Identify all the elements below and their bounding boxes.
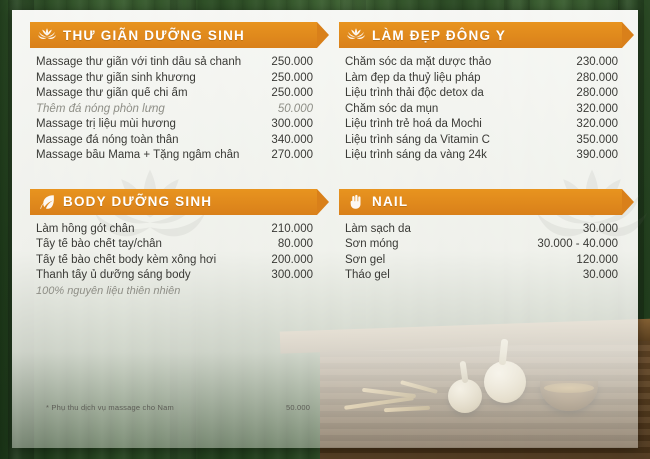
item-name: Làm đẹp da thuỷ liệu pháp [345, 71, 481, 84]
menu-row [36, 149, 313, 161]
section-thu-gian-duong-sinh [30, 22, 317, 167]
section-body-duong-sinh [30, 189, 317, 300]
item-name: Liệu trình thải độc detox da [345, 87, 484, 99]
item-price: 210.000 [271, 222, 313, 235]
section-items [339, 48, 622, 167]
item-price: 280.000 [576, 71, 618, 84]
menu-row-note [36, 103, 313, 115]
item-name: Thêm đá nóng phòn lưng [36, 102, 165, 115]
menu-row [36, 87, 313, 99]
item-price: 350.000 [576, 133, 618, 146]
item-price: 120.000 [576, 253, 618, 266]
section-tagline: 100% nguyên liệu thiên nhiên [36, 285, 181, 297]
item-name: Làm sạch da [345, 222, 411, 235]
item-price: 30.000 [582, 269, 618, 281]
item-name: Massage thư giãn quế chi ấm [36, 87, 188, 99]
menu-card [12, 10, 638, 448]
menu-row [345, 254, 618, 266]
section-nail [339, 189, 622, 287]
item-price: 250.000 [271, 87, 313, 99]
item-price: 230.000 [576, 56, 618, 68]
section-items [30, 48, 317, 167]
item-price: 250.000 [271, 56, 313, 68]
menu-row [36, 134, 313, 146]
item-name: Tẩy tế bào chết tay/chân [36, 238, 162, 250]
item-price: 30.000 [582, 222, 618, 235]
item-name: Massage thư giãn sinh khương [36, 71, 196, 84]
item-price: 30.000 - 40.000 [537, 238, 618, 250]
item-name: Thanh tẩy ủ dưỡng sáng body [36, 269, 191, 281]
item-price: 300.000 [271, 118, 313, 130]
item-price: 300.000 [271, 269, 313, 281]
item-price: 320.000 [576, 102, 618, 115]
section-title: THƯ GIÃN DƯỠNG SINH [63, 27, 245, 43]
item-name: Liệu trình sáng da Vitamin C [345, 133, 490, 146]
menu-row [345, 149, 618, 161]
menu-row [345, 134, 618, 146]
menu-row [36, 238, 313, 250]
hand-icon [347, 193, 365, 211]
item-name: Chăm sóc da mặt dược thảo [345, 56, 492, 68]
section-items [30, 215, 317, 300]
menu-row [36, 254, 313, 266]
leaf-icon [38, 193, 56, 211]
item-name: Massage đá nóng toàn thân [36, 133, 179, 146]
item-name: Massage bầu Mama + Tặng ngâm chân [36, 149, 240, 161]
item-name: Liệu trình trẻ hoá da Mochi [345, 118, 482, 130]
item-price: 340.000 [271, 133, 313, 146]
section-header [30, 22, 317, 48]
section-title: LÀM ĐẸP ĐÔNG Y [372, 27, 507, 43]
item-price: 80.000 [277, 238, 313, 250]
menu-row [345, 56, 618, 68]
section-header [339, 22, 622, 48]
item-name: Sơn móng [345, 238, 399, 250]
item-price: 50.000 [277, 102, 313, 115]
item-price: 200.000 [271, 253, 313, 266]
section-header [339, 189, 622, 215]
menu-row [36, 118, 313, 130]
menu-row [36, 269, 313, 281]
item-price: 280.000 [576, 87, 618, 99]
item-name: Sơn gel [345, 253, 386, 266]
item-name: Tẩy tế bào chết body kèm xông hơi [36, 253, 217, 266]
item-name: Massage trị liệu mùi hương [36, 118, 176, 130]
item-name: Liệu trình sáng da vàng 24k [345, 149, 487, 161]
section-items [339, 215, 622, 287]
menu-row [345, 223, 618, 235]
item-price: 270.000 [271, 149, 313, 161]
section-header [30, 189, 317, 215]
menu-row [36, 72, 313, 84]
item-name: Tháo gel [345, 269, 390, 281]
menu-row [345, 103, 618, 115]
menu-row [345, 118, 618, 130]
lotus-icon [38, 26, 56, 44]
footnote-text: * Phụ thu dịch vụ massage cho Nam [46, 403, 174, 412]
item-name: Làm hồng gót chân [36, 222, 135, 235]
item-name: Chăm sóc da mụn [345, 102, 439, 115]
item-price: 250.000 [271, 71, 313, 84]
menu-row [345, 269, 618, 281]
lotus-icon [347, 26, 365, 44]
menu-row [345, 87, 618, 99]
menu-row [345, 238, 618, 250]
menu-row [36, 56, 313, 68]
item-name: Massage thư giãn với tinh dầu sả chanh [36, 56, 242, 68]
section-lam-dep-dong-y [339, 22, 622, 167]
footnote-fee: 50.000 [286, 403, 311, 412]
item-price: 320.000 [576, 118, 618, 130]
section-title: BODY DƯỠNG SINH [63, 194, 213, 209]
item-price: 390.000 [576, 149, 618, 161]
footnote [46, 403, 311, 412]
menu-row [345, 72, 618, 84]
section-title: NAIL [372, 194, 409, 209]
menu-row [36, 223, 313, 235]
